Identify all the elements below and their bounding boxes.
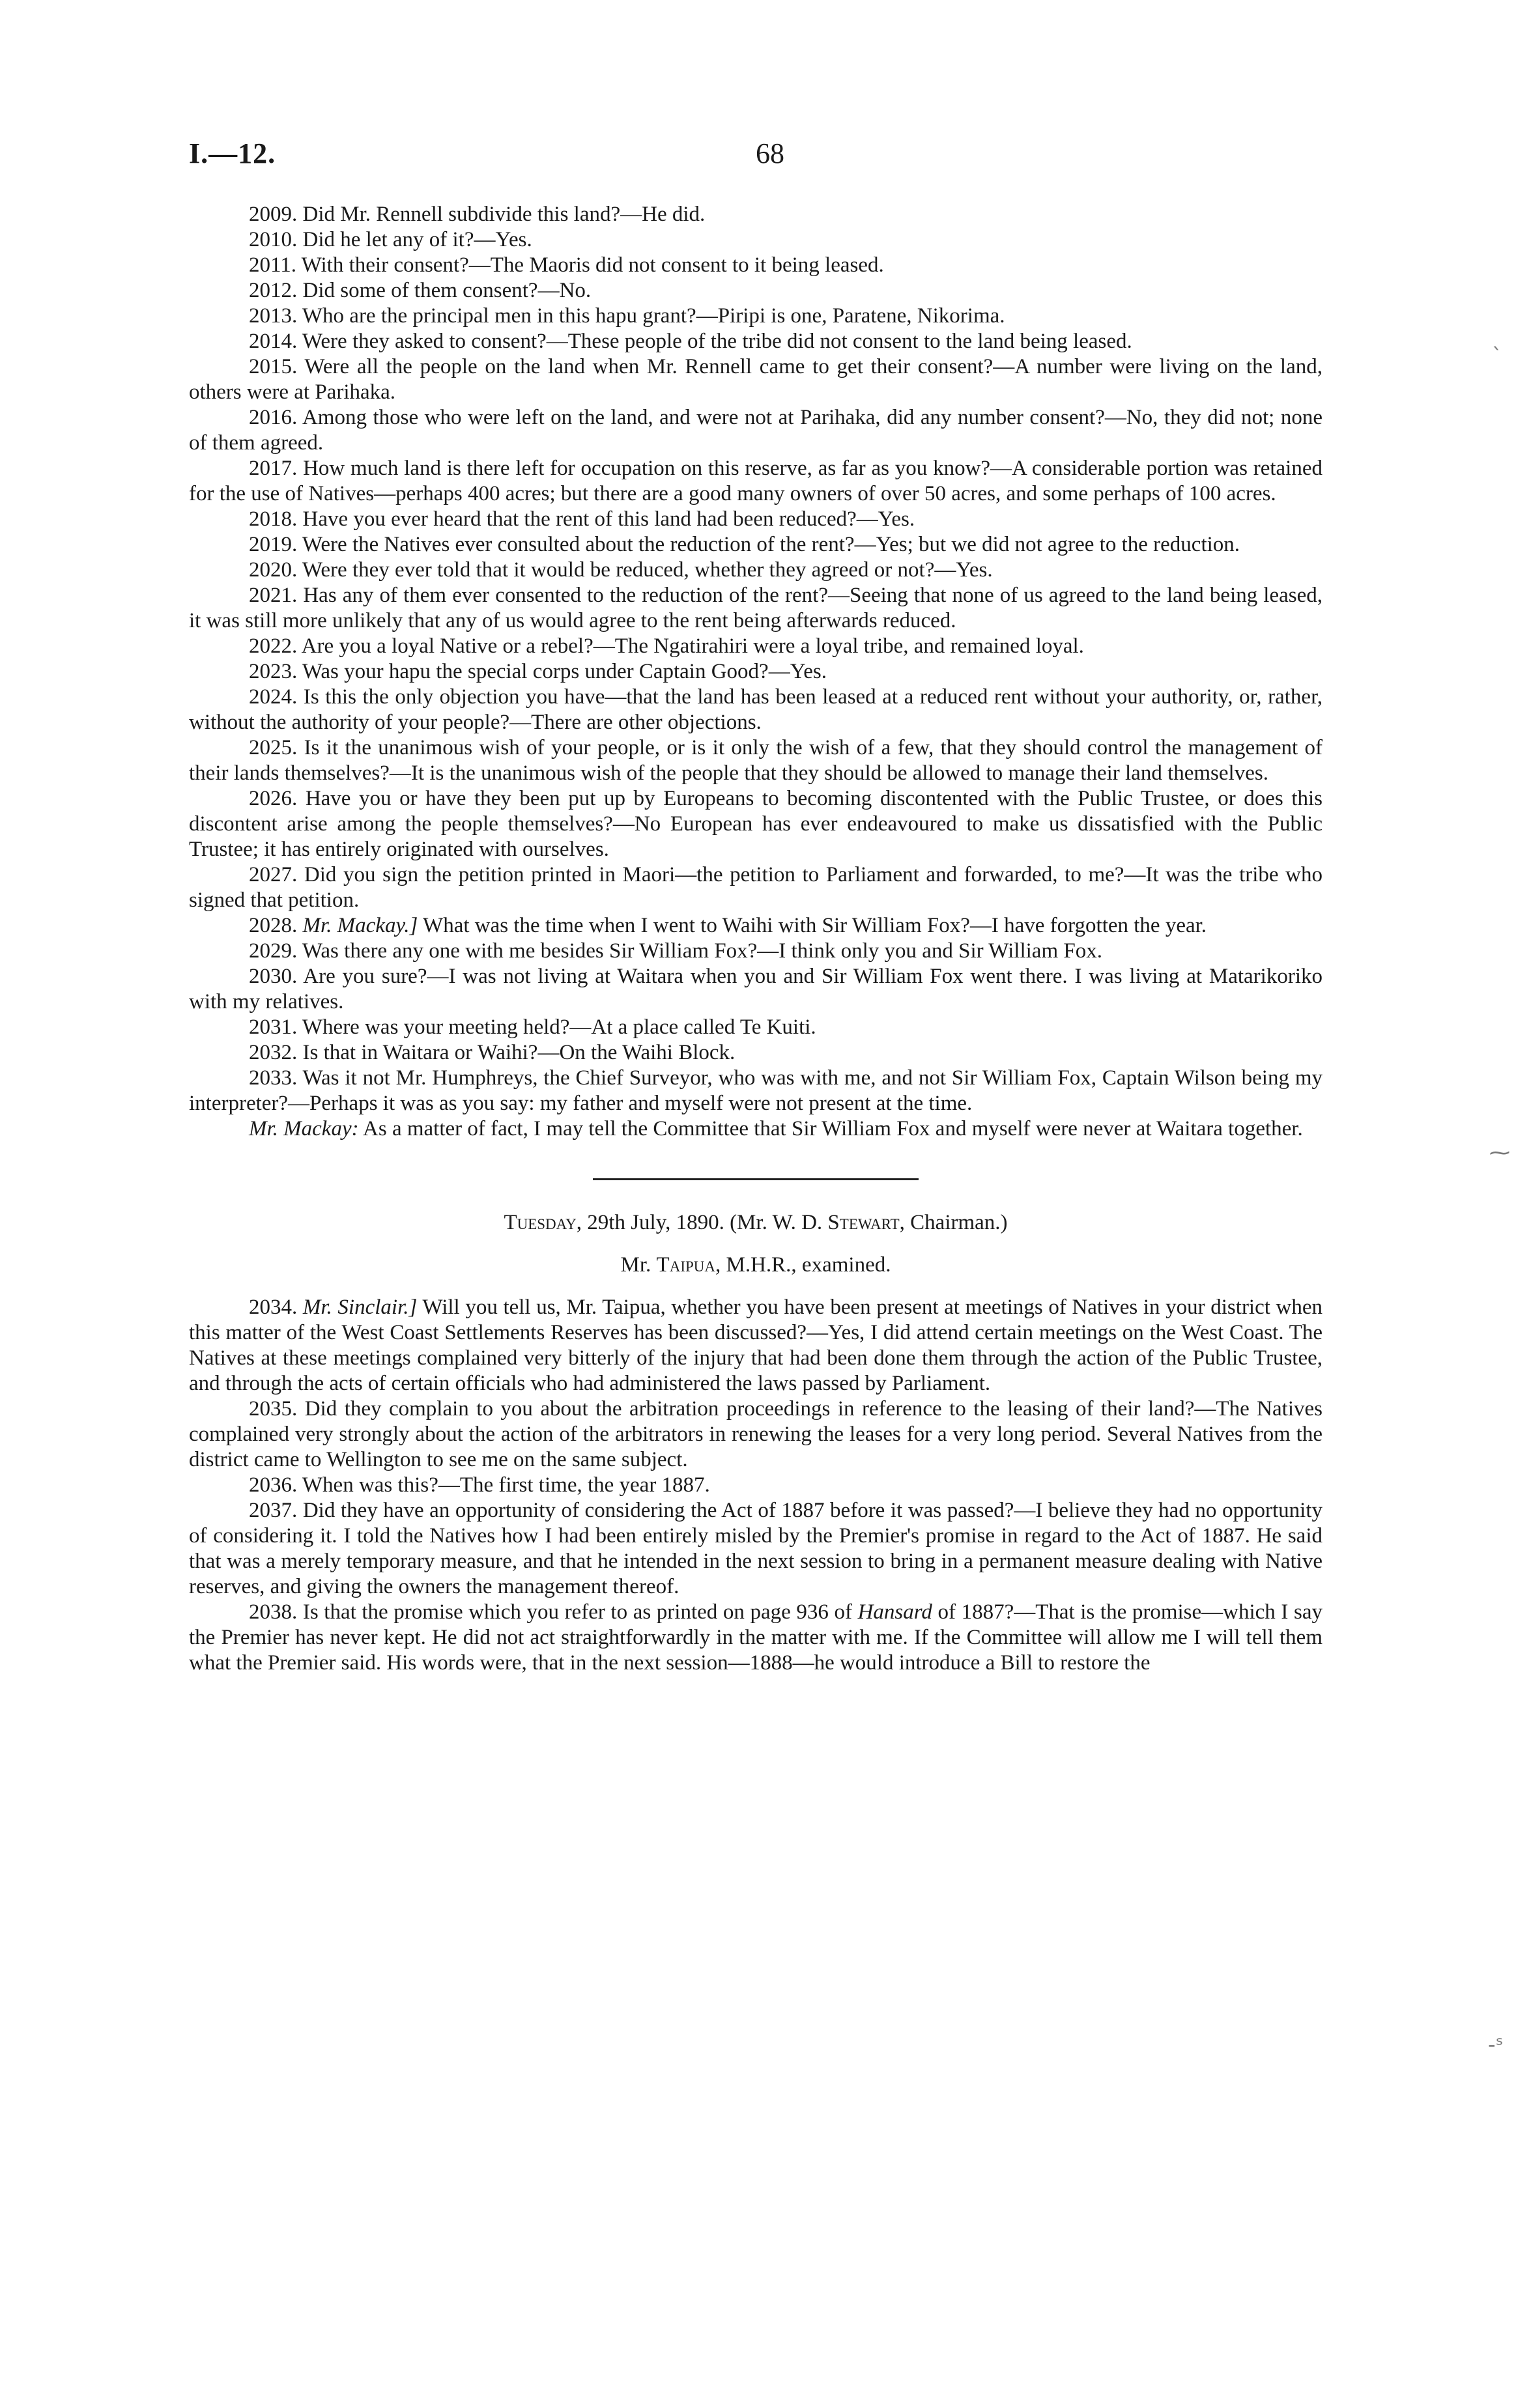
evidence-paragraph: 2017. How much land is there left for occupation on this reserve, as far as you know?—A considerable portion was retained for the use of Natives—perhaps 400 acres; but there are a good many owners of over 50 acres, and some perhaps of 100 acres. [189,457,1323,505]
evidence-paragraph: 2027. Did you sign the petition printed in Maori—the petition to Parliament and forwarded, to me?—It was the tribe who signed that petition. [189,863,1323,912]
question-number: 2028. [249,914,298,937]
evidence-paragraph: 2036. When was this?—The first time, the year 1887. [249,1473,710,1497]
witness-suffix: , M.H.R., examined. [715,1253,891,1277]
page-header [0,137,1516,176]
evidence-block-3 [189,1396,1323,1600]
speaker-name: Mr. Sinclair.] [302,1296,418,1319]
document-id: I.—12. [189,137,276,169]
evidence-paragraph: 2023. Was your hapu the special corps under Captain Good?—Yes. [249,660,827,683]
evidence-paragraph: 2025. Is it the unanimous wish of your people, or is it only the wish of a few, that they should control the management of their lands themselves?—It is the unanimous wish of the people that they should be allowed to manage their land themselves. [189,736,1323,785]
evidence-paragraph: 2018. Have you ever heard that the rent of this land had been reduced?—Yes. [249,507,915,531]
evidence-paragraph: 2013. Who are the principal men in this hapu grant?—Piripi is one, Paratene, Nikorima. [249,304,1005,328]
statement-text: As a matter of fact, I may tell the Committee that Sir William Fox and myself were never at Waitara together. [358,1117,1303,1140]
section-divider [593,1178,919,1180]
evidence-paragraph: 2026. Have you or have they been put up by Europeans to becoming discontented with the Public Trustee, or does this discontent arise among the people themselves?—No European has ever endeavoured to make us dissatisfied with the Public Trustee; it has entirely originated with ourselves. [189,787,1323,861]
question-number: 2034. [249,1296,298,1319]
speaker-statement [189,1116,1323,1142]
evidence-block-1 [189,202,1323,913]
witness-name: Taipua [656,1253,715,1277]
evidence-paragraph: 2016. Among those who were left on the land, and were not at Parihaka, did any number consent?—No, they did not; none of them agreed. [189,406,1323,455]
speaker-name: Mr. Mackay.] [302,914,418,937]
evidence-paragraph: 2033. Was it not Mr. Humphreys, the Chief Surveyor, who was with me, and not Sir William Fox, Captain Wilson being my interpreter?—Perhaps it was as you say: my father and myself were not present at the time. [189,1066,1323,1115]
evidence-paragraph: 2037. Did they have an opportunity of considering the Act of 1887 before it was passed?—I believe they had no opportunity of considering it. I told the Natives how I had been entirely misled by the Premier's promise in regard to the Act of 1887. He said that was a merely temporary measure, and that he intended in the next session to bring in a permanent measure dealing with Native reserves, and giving the owners the management thereof. [189,1499,1323,1598]
speaker-name: Mr. Mackay: [249,1117,359,1140]
evidence-paragraph: 2019. Were the Natives ever consulted about the reduction of the rent?—Yes; but we did not agree to the reduction. [249,533,1240,556]
evidence-paragraph: 2035. Did they complain to you about the arbitration proceedings in reference to the leasing of their land?—The Natives complained very strongly about the action of the arbitrators in renewing the leases for a very long period. Several Natives from the district came to Wellington to see me on the same subject. [189,1397,1323,1471]
session-day: Tuesday [504,1211,577,1234]
page-number: 68 [756,137,784,169]
evidence-paragraph [189,913,1323,939]
answer-text: of 1887?—That is the promise—which I say the Premier has never kept. He did not act straightforwardly in the matter with me. If the Committee will allow me I will tell them what the Premier said. His words were, that in the next session—1888—he would introduce a Bill to restore the [189,1600,1323,1675]
evidence-paragraph: 2029. Was there any one with me besides Sir William Fox?—I think only you and Sir William Fox. [249,939,1102,963]
evidence-paragraph: 2022. Are you a loyal Native or a rebel?—The Ngatirahiri were a loyal tribe, and remained loyal. [249,634,1084,658]
evidence-paragraph: 2009. Did Mr. Rennell subdivide this land?—He did. [249,203,706,226]
evidence-paragraph: 2010. Did he let any of it?—Yes. [249,228,532,251]
evidence-paragraph: 2030. Are you sure?—I was not living at Waitara when you and Sir William Fox went there. I was living at Matarikoriko with my relatives. [189,965,1323,1013]
evidence-paragraph: 2031. Where was your meeting held?—At a place called Te Kuiti. [249,1015,816,1039]
evidence-paragraph: 2015. Were all the people on the land when Mr. Rennell came to get their consent?—A number were living on the land, others were at Parihaka. [189,355,1323,404]
session-date: , 29th July, 1890. (Mr. W. D. [576,1211,828,1234]
publication-title: Hansard [857,1600,932,1624]
document-body [189,202,1323,1676]
question-text: Will you tell us, Mr. Taipua, whether you have been present at meetings of Natives in your district when this matter of the West Coast Settlements Reserves has been discussed?—Yes, I did attend certain meetings on the West Coast. The Natives at these meetings complained very bitterly of the injury that had been done them through the action of the Public Trustee, and through the acts of certain officials who had administered the laws passed by Parliament. [189,1296,1323,1395]
evidence-paragraph: 2024. Is this the only objection you have—that the land has been leased at a reduced rent without your authority, or, rather, without the authority of your people?—There are other objections. [189,685,1323,734]
evidence-paragraph [189,1295,1323,1396]
chairman-name: Stewart [827,1211,900,1234]
evidence-paragraph [189,1600,1323,1676]
evidence-paragraph: 2032. Is that in Waitara or Waihi?—On the Waihi Block. [249,1041,736,1064]
margin-mark-icon: ˎ [1492,326,1502,350]
question-text: 2038. Is that the promise which you refer to as printed on page 936 of [249,1600,858,1624]
evidence-paragraph: 2021. Has any of them ever consented to the reduction of the rent?—Seeing that none of us agreed to the land being leased, it was still more unlikely that any of us would agree to the rent being afterwards reduced. [189,584,1323,632]
witness-prefix: Mr. [620,1253,657,1277]
evidence-block-2 [189,939,1323,1116]
question-text: What was the time when I went to Waihi with Sir William Fox?—I have forgotten the year. [418,914,1207,937]
evidence-paragraph: 2011. With their consent?—The Maoris did not consent to it being leased. [249,253,884,277]
evidence-paragraph: 2014. Were they asked to consent?—These people of the tribe did not consent to the land being leased. [249,330,1132,353]
evidence-paragraph: 2012. Did some of them consent?—No. [249,279,592,302]
margin-mark-icon: -ˢ [1488,2032,1504,2057]
chairman-suffix: , Chairman.) [899,1211,1008,1234]
margin-mark-icon: ⁓ [1489,1140,1510,1165]
witness-heading [189,1253,1323,1278]
evidence-paragraph: 2020. Were they ever told that it would be reduced, whether they agreed or not?—Yes. [249,558,993,582]
session-heading [189,1210,1323,1236]
